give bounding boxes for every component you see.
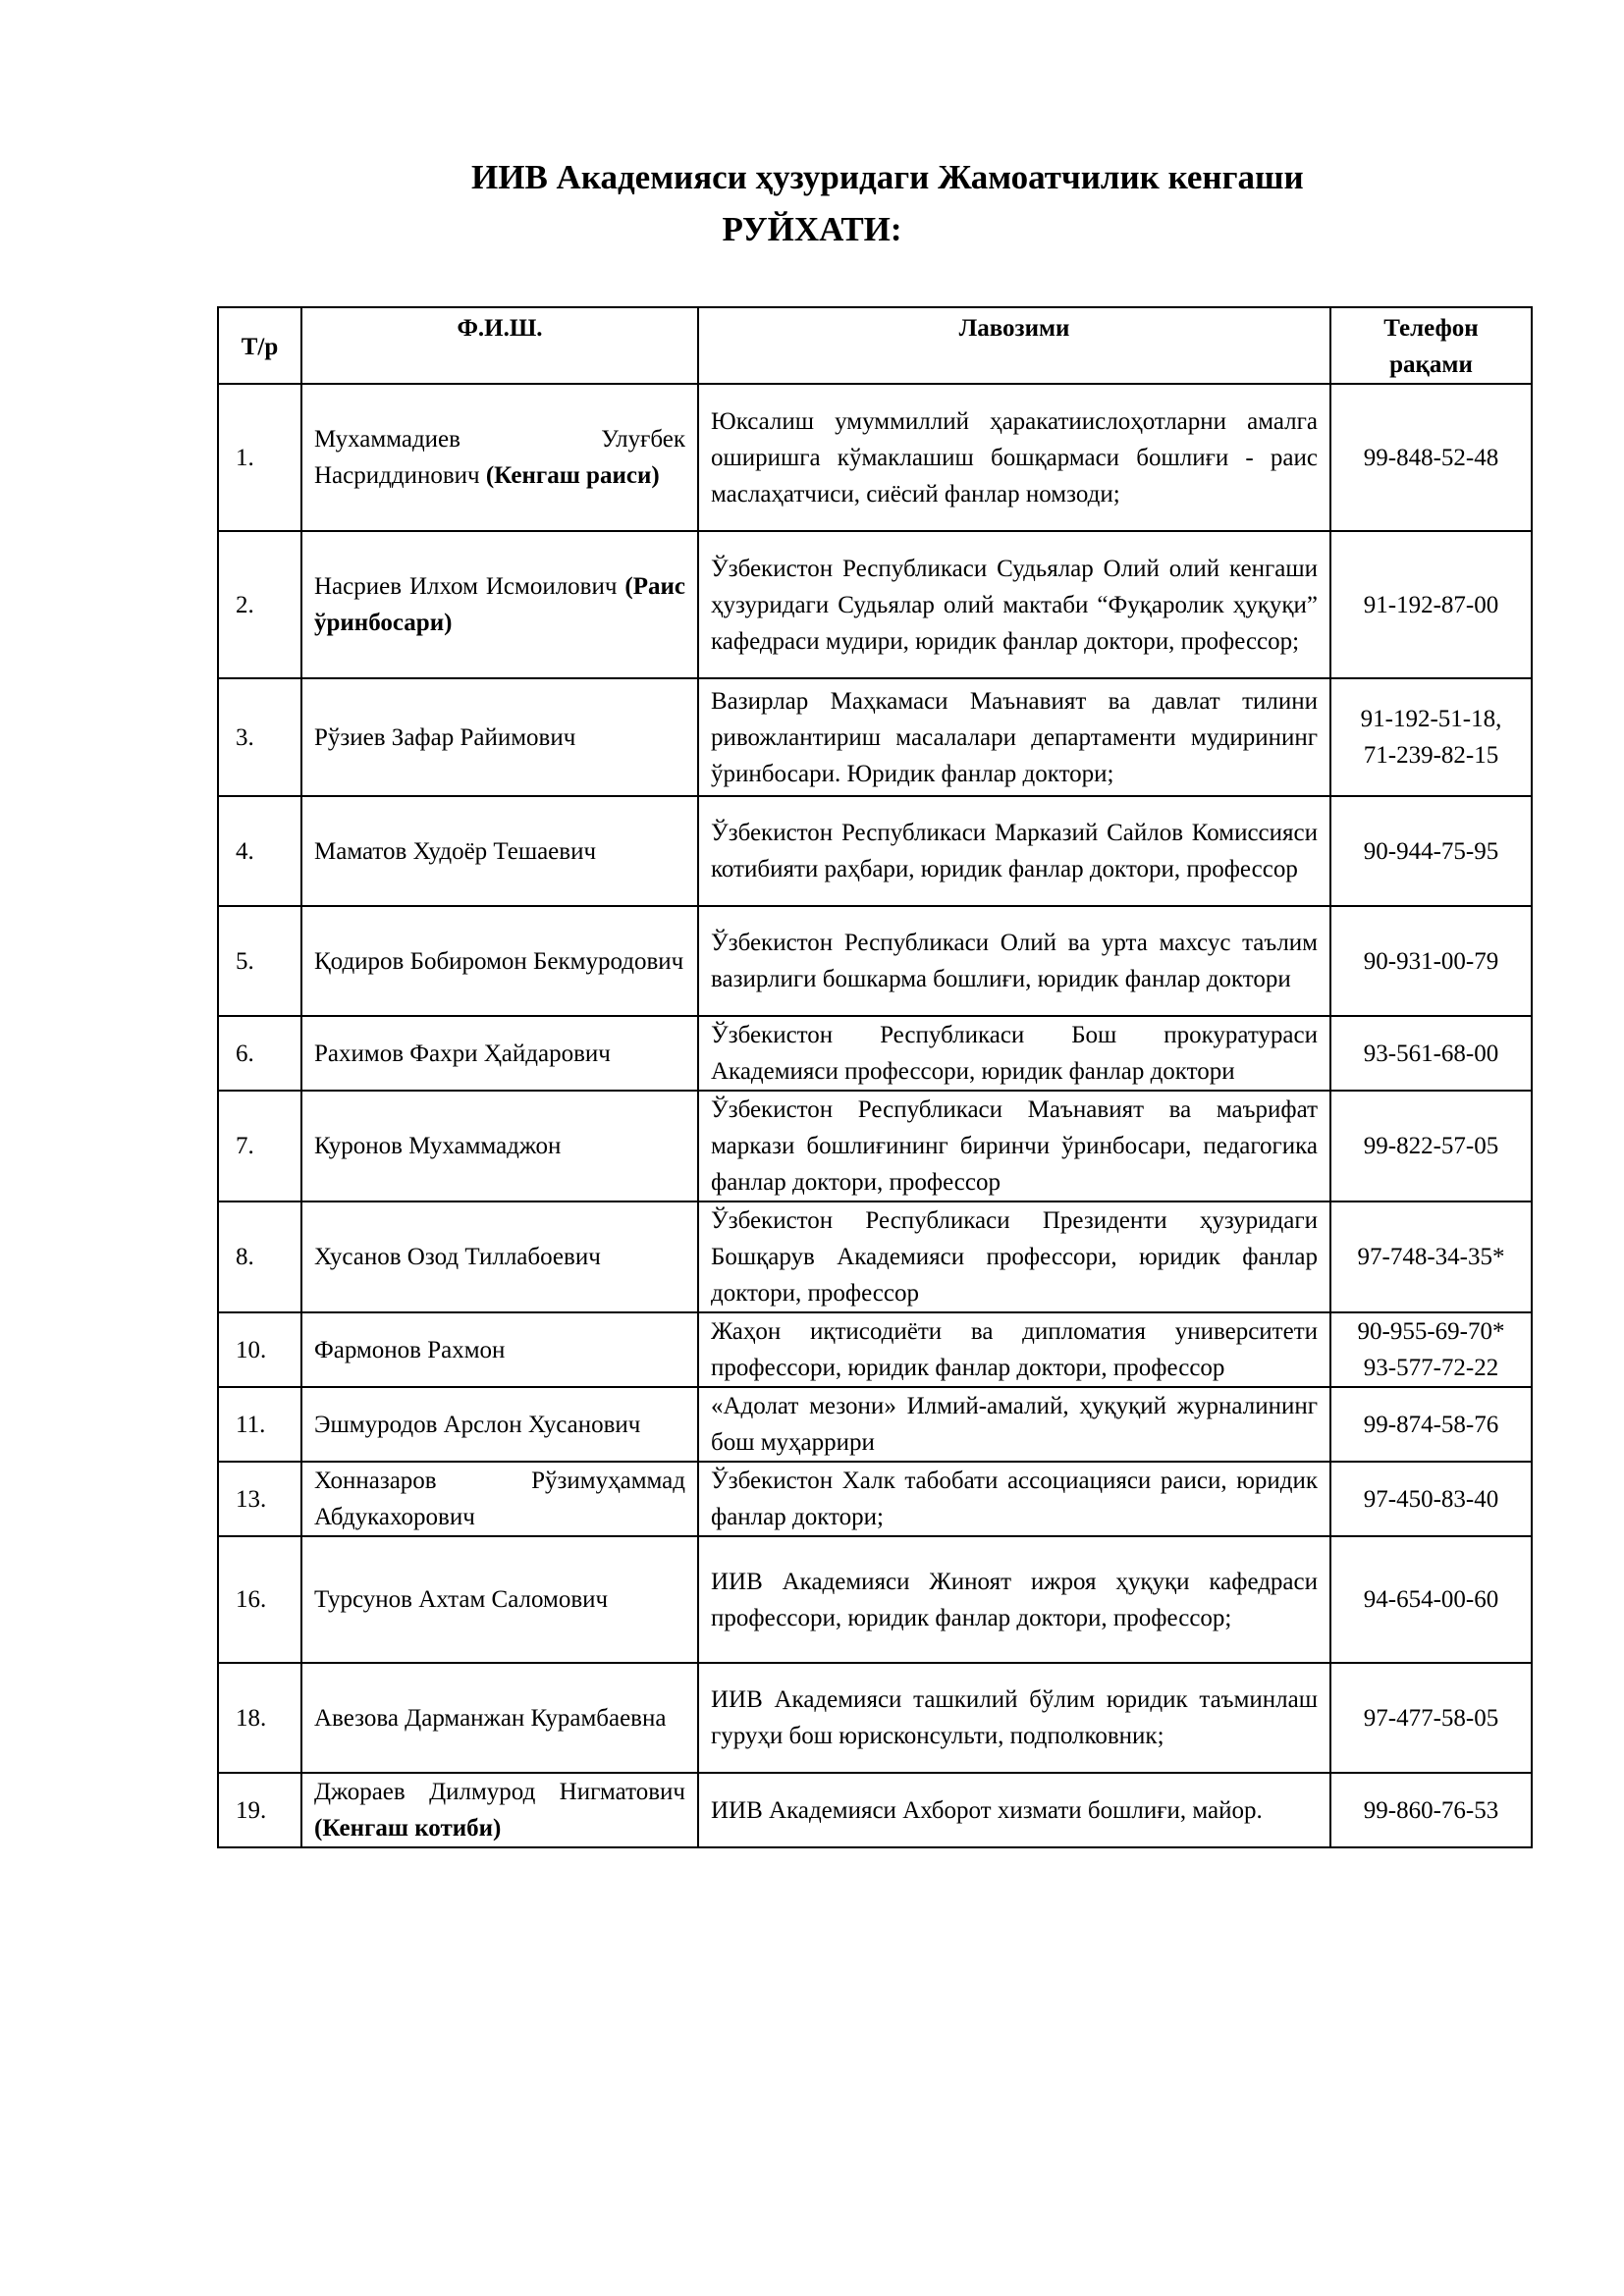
member-phone: 97-477-58-05 [1363,1704,1499,1732]
member-phone-cell [1330,1312,1532,1387]
member-phone: 97-748-34-35* [1357,1244,1505,1270]
member-position: Ўзбекистон Республикаси Президенти ҳузуридаги Бошқарув Академияси профессори, юридик фанлар доктори, профессор [698,1201,1330,1312]
member-position: «Адолат мезони» Илмий-амалий, ҳуқуқий журналининг бош муҳаррири [698,1387,1330,1462]
member-position: ИИВ Академияси Жиноят ижроя ҳуқуқи кафедраси профессори, юридик фанлар доктори, профессор; [698,1536,1330,1663]
member-name-cell [301,1091,698,1201]
member-name: Рахимов Фахри Ҳайдарович [314,1040,611,1067]
member-name-cell [301,906,698,1016]
row-number: 1. [218,384,301,531]
table-row [218,1536,1532,1663]
table-row [218,906,1532,1016]
page-subtitle: РУЙХАТИ: [722,210,902,248]
row-number: 16. [218,1536,301,1663]
table-row [218,1091,1532,1201]
row-number: 2. [218,531,301,678]
member-name-cell [301,531,698,678]
member-role: (Кенгаш котиби) [314,1815,502,1842]
member-phone-cell [1330,1201,1532,1312]
member-phone: 94-654-00-60 [1363,1586,1499,1613]
table-row [218,1016,1532,1091]
member-position: Ўзбекистон Республикаси Маънавият ва маърифат маркази бошлиғининг биринчи ўринбосари, педагогика фанлар доктори, профессор [698,1091,1330,1201]
member-name-cell [301,1387,698,1462]
table-row [218,1312,1532,1387]
table-row [218,1462,1532,1536]
member-phone-cell [1330,1536,1532,1663]
member-name: Мухаммадиев Улуғбек Насриддинович [314,426,685,489]
table-row [218,796,1532,906]
member-phone: 99-874-58-76 [1363,1411,1499,1438]
header-name: Ф.И.Ш. [301,307,698,384]
table-row [218,531,1532,678]
row-number: 10. [218,1312,301,1387]
table-row [218,678,1532,796]
member-phone-cell [1330,796,1532,906]
member-phone-cell [1330,1387,1532,1462]
member-role: (Кенгаш раиси) [485,462,660,489]
member-name: Насриев Илхом Исмоилович [314,573,618,600]
member-name-cell [301,384,698,531]
member-phone: 99-848-52-48 [1363,444,1499,471]
member-name: Эшмуродов Арслон Хусанович [314,1411,641,1438]
table-row [218,1773,1532,1847]
header-phone-line1: Телефон [1383,315,1479,342]
member-phone: 91-192-51-18, [1360,706,1502,732]
member-name-cell [301,678,698,796]
member-name-cell [301,796,698,906]
member-name: Хонназаров Рўзимуҳаммад Абдукахорович [314,1468,685,1530]
row-number: 6. [218,1016,301,1091]
member-phone-cell [1330,384,1532,531]
member-position: Жаҳон иқтисодиёти ва дипломатия университети профессори, юридик фанлар доктори, профессор [698,1312,1330,1387]
row-number: 8. [218,1201,301,1312]
header-phone-line2: рақами [1389,351,1473,378]
member-position: ИИВ Академияси ташкилий бўлим юридик таъминлаш гуруҳи бош юрисконсульти, подполковник; [698,1663,1330,1773]
member-name: Маматов Худоёр Тешаевич [314,837,597,865]
member-name: Турсунов Ахтам Саломович [314,1586,609,1613]
member-position: Ўзбекистон Республикаси Судьялар Олий олий кенгаши ҳузуридаги Судьялар олий мактаби “Фуқаролик ҳуқуқи” кафедраси мудири, юридик фанлар доктори, профессор; [698,531,1330,678]
member-position: Юксалиш умуммиллий ҳаракатиислоҳотларни амалга оширишга кўмаклашиш бошқармаси бошлиғи - раис маслаҳатчиси, сиёсий фанлар номзоди; [698,384,1330,531]
member-name: Қодиров Бобиромон Бекмуродович [314,947,684,975]
member-name-cell [301,1773,698,1847]
row-number: 5. [218,906,301,1016]
member-name: Хусанов Озод Тиллабоевич [314,1244,601,1270]
member-name-cell [301,1016,698,1091]
row-number: 4. [218,796,301,906]
member-name: Авезова Дарманжан Курамбаевна [314,1704,667,1732]
member-phone: 90-955-69-70* [1357,1318,1505,1345]
row-number: 18. [218,1663,301,1773]
member-position: Ўзбекистон Республикаси Марказий Сайлов Комиссияси котибияти раҳбари, юридик фанлар доктори, профессор [698,796,1330,906]
member-name-cell [301,1663,698,1773]
member-position: Ўзбекистон Республикаси Олий ва урта махсус таълим вазирлиги бошкарма бошлиғи, юридик фанлар доктори [698,906,1330,1016]
member-position: Ўзбекистон Халк табобати ассоциацияси раиси, юридик фанлар доктори; [698,1462,1330,1536]
members-table [217,306,1533,1848]
member-name: Джораев Дилмурод Нигматович [314,1779,685,1805]
table-row [218,1663,1532,1773]
member-phone-cell [1330,531,1532,678]
header-phone [1330,307,1532,384]
member-phone-secondary: 71-239-82-15 [1363,742,1499,769]
member-name-cell [301,1312,698,1387]
member-position: ИИВ Академияси Ахборот хизмати бошлиғи, майор. [698,1773,1330,1847]
member-position: Ўзбекистон Республикаси Бош прокуратураси Академияси профессори, юридик фанлар доктори [698,1016,1330,1091]
member-phone-cell [1330,1663,1532,1773]
member-name-cell [301,1536,698,1663]
member-name: Куронов Мухаммаджон [314,1133,562,1159]
member-name-cell [301,1201,698,1312]
row-number: 7. [218,1091,301,1201]
member-phone-cell [1330,678,1532,796]
table-row [218,1201,1532,1312]
member-phone: 93-561-68-00 [1363,1040,1499,1067]
table-header-row [218,307,1532,384]
table-row [218,384,1532,531]
row-number: 3. [218,678,301,796]
member-phone-cell [1330,1462,1532,1536]
row-number: 19. [218,1773,301,1847]
page-title: ИИВ Академияси ҳузуридаги Жамоатчилик кенгаши [471,158,1304,196]
member-position: Вазирлар Маҳкамаси Маънавият ва давлат тилини ривожлантириш масалалари департаменти мудирининг ўринбосари. Юридик фанлар доктори; [698,678,1330,796]
member-phone-cell [1330,906,1532,1016]
member-phone: 91-192-87-00 [1363,591,1499,618]
member-name: Фармонов Рахмон [314,1336,506,1363]
row-number: 13. [218,1462,301,1536]
member-phone: 90-944-75-95 [1363,837,1499,865]
member-phone: 99-822-57-05 [1363,1133,1499,1159]
member-phone: 90-931-00-79 [1363,947,1499,975]
member-phone-cell [1330,1773,1532,1847]
row-number: 11. [218,1387,301,1462]
member-name: Рўзиев Зафар Райимович [314,723,576,751]
member-phone: 99-860-76-53 [1363,1796,1499,1824]
table-row [218,1387,1532,1462]
header-position: Лавозими [698,307,1330,384]
member-phone-secondary: 93-577-72-22 [1363,1355,1499,1381]
member-phone: 97-450-83-40 [1363,1485,1499,1513]
header-num: Т/р [218,307,301,384]
member-phone-cell [1330,1091,1532,1201]
member-name-cell [301,1462,698,1536]
member-phone-cell [1330,1016,1532,1091]
member-role: (Раис ўринбосари) [314,573,685,636]
